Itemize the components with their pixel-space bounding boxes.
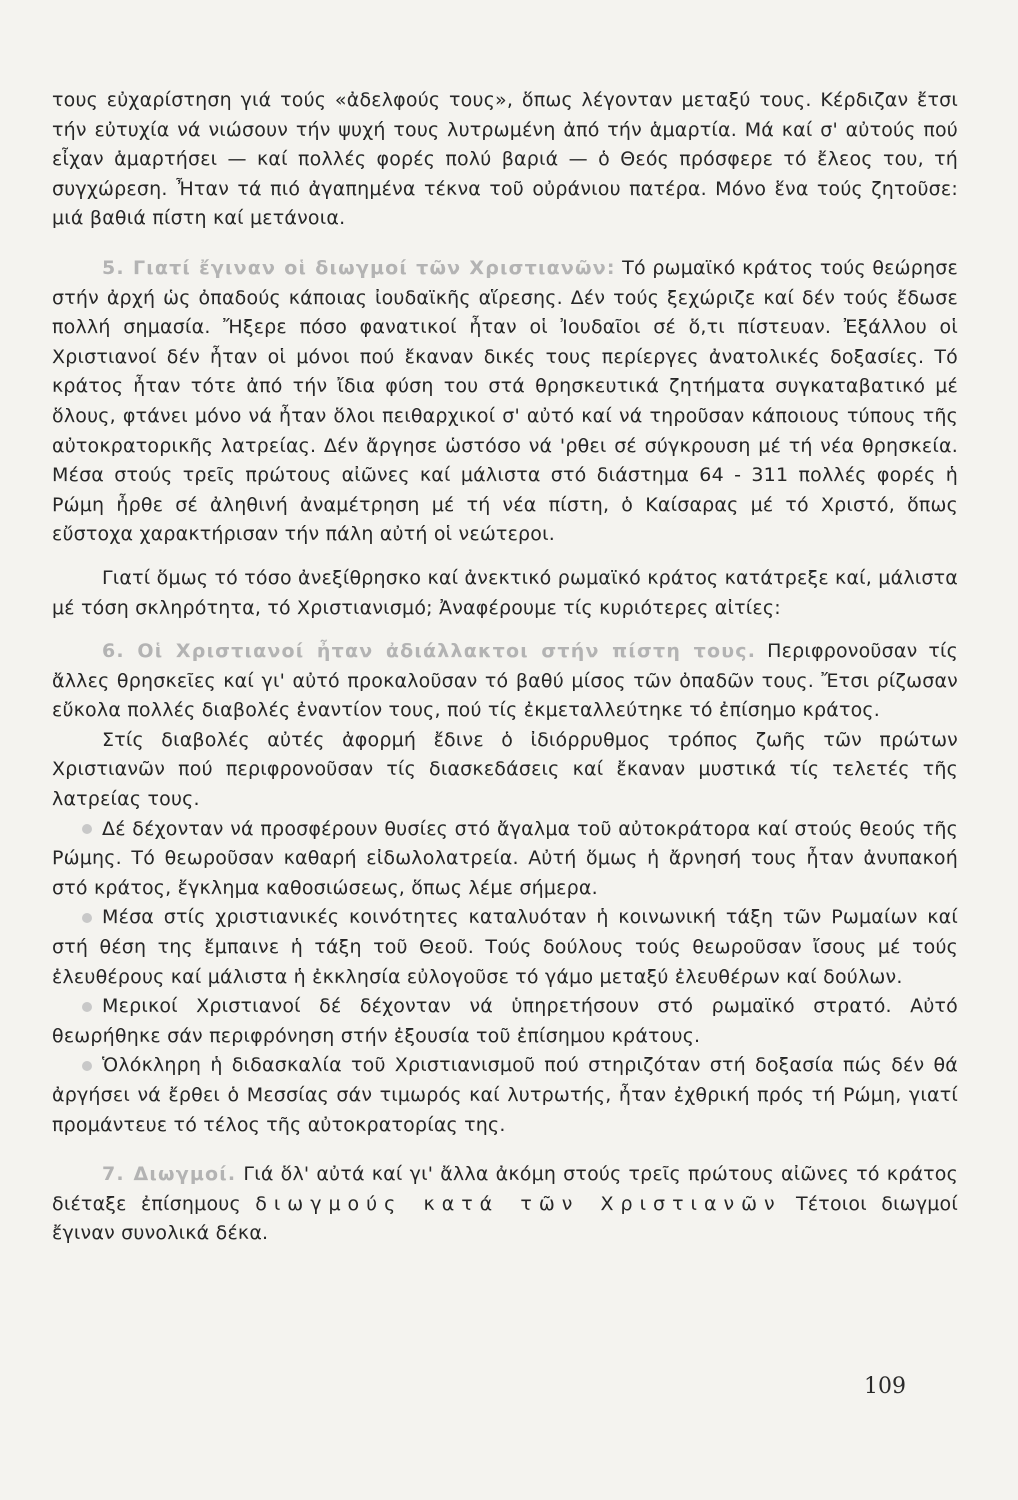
section-6 bbox=[52, 637, 958, 726]
section-7 bbox=[52, 1160, 958, 1249]
bullet-text-2: Μέσα στίς χριστιανικές κοινότητες καταλυόταν ἡ κοινωνική τάξη τῶν Ρωμαίων καί στή θέση της ἔμπαινε ἡ τάξη τοῦ Θεοῦ. Τούς δούλους τούς θεωροῦσαν ἴσους μέ τούς ἐλευθέρους καί μάλιστα ἡ ἐκκλησία εὐλογοῦσε τό γάμο μεταξύ ἐλευθέρων καί δούλων. bbox=[52, 906, 958, 988]
section-7-text-a: Γιά ὅλ' αὐτά καί γι' ἄλλα ἀκόμη στούς τρεῖς πρώτους αἰῶνες τό κράτος διέταξε ἐπίσημους bbox=[52, 1163, 958, 1215]
paragraph-diavoles: Στίς διαβολές αὐτές ἀφορμή ἔδινε ὁ ἰδιόρρυθμος τρόπος ζωῆς τῶν πρώτων Χριστιανῶν πού περιφρονοῦσαν τίς διασκεδάσεις καί ἔκαναν μυστικά τίς τελετές τῆς λατρείας τους. bbox=[52, 728, 958, 811]
page-number: 109 bbox=[864, 1374, 906, 1399]
bullet-item-3 bbox=[52, 992, 958, 1051]
bullet-item-4 bbox=[52, 1051, 958, 1140]
bullet-text-1: Δέ δέχονταν νά προσφέρουν θυσίες στό ἄγαλμα τοῦ αὐτοκράτορα καί στούς θεούς τῆς Ρώμης. Τό θεωροῦσαν καθαρή εἰδωλολατρεία. Αὐτή ὅμως ἡ ἄρνησή τους ἦταν ἀνυπακοή στό κράτος, ἔγκλημα καθοσιώσεως, ὅπως λέμε σήμερα. bbox=[52, 817, 958, 899]
page-text bbox=[52, 86, 958, 1249]
bullet-dot-icon bbox=[82, 1061, 92, 1071]
section-6-heading: 6. Οἱ Χριστιανοί ἦταν ἀδιάλλακτοι στήν πίστη τους. bbox=[102, 640, 757, 663]
section-7-text-b: Τέτοιοι διωγμοί ἔγιναν συνολικά δέκα. bbox=[52, 1192, 958, 1245]
bullet-dot-icon bbox=[82, 824, 92, 834]
section-5-text: Τό ρωμαϊκό κράτος τούς θεώρησε στήν ἀρχή ὡς ὀπαδούς κάποιας ἰουδαϊκῆς αἵρεσης. Δέν τούς ξεχώριζε καί δέν τούς ἔδωσε πολλή σημασία. Ἤξερε πόσο φανατικοί ἦταν οἱ Ἰουδαῖοι σέ ὅ,τι πίστευαν. Ἐξάλλου οἱ Χριστιανοί δέν ἦταν οἱ μόνοι πού ἔκαναν δικές τους περίεργες ἀνατολικές δοξασίες. Τό κράτος ἦταν τότε ἀπό τήν ἴδια φύση του στά θρησκευτικά ζητήματα συγκαταβατικό μέ ὅλους, φτάνει μόνο νά ἦταν ὅλοι πειθαρχικοί σ' αὐτό καί νά τηροῦσαν κάποιους τύπους τῆς αὐτοκρατορικῆς λατρείας. Δέν ἄργησε ὡστόσο νά 'ρθει σέ σύγκρουση μέ τή νέα θρησκεία. Μέσα στούς τρεῖς πρώτους αἰῶνες καί μάλιστα στό διάστημα 64 - 311 πολλές φορές ἡ Ρώμη ἦρθε σέ ἀληθινή ἀναμέτρηση μέ τή νέα πίστη, ὁ Καίσαρας μέ τό Χριστό, ὅπως εὔστοχα χαρακτήρισαν τήν πάλη αὐτή οἱ νεώτεροι. bbox=[52, 256, 958, 546]
section-7-heading: 7. Διωγμοί. bbox=[102, 1163, 237, 1186]
bullet-dot-icon bbox=[82, 1002, 92, 1012]
section-5-heading: 5. Γιατί ἔγιναν οἱ διωγμοί τῶν Χριστιανῶν: bbox=[102, 256, 616, 279]
bullet-dot-icon bbox=[82, 913, 92, 923]
section-6-text: Περιφρονοῦσαν τίς ἄλλες θρησκεῖες καί γι' αὐτό προκαλοῦσαν τό βαθύ μίσος τῶν ὀπαδῶν τους. Ἔτσι ρίζωσαν εὔκολα πολλές διαβολές ἐναντίον τους, πού τίς ἐκμεταλλεύτηκε τό ἐπίσημο κράτος. bbox=[52, 640, 958, 722]
bullet-item-1 bbox=[52, 815, 958, 904]
bullet-item-2 bbox=[52, 903, 958, 992]
bullet-text-4: Ὁλόκληρη ἡ διδασκαλία τοῦ Χριστιανισμοῦ πού στηριζόταν στή δοξασία πώς δέν θά ἀργήσει νά ἔρθει ὁ Μεσσίας σάν τιμωρός καί λυτρωτής, ἦταν ἐχθρική πρός τή Ρώμη, γιατί προμάντευε τό τέλος τῆς αὐτοκρατορίας της. bbox=[52, 1054, 958, 1136]
paragraph-intro: τους εὐχαρίστηση γιά τούς «ἀδελφούς τους», ὅπως λέγονταν μεταξύ τους. Κέρδιζαν ἔτσι τήν εὐτυχία νά νιώσουν τήν ψυχή τους λυτρωμένη ἀπό τήν ἁμαρτία. Μά καί σ' αὐτούς πού εἶχαν ἁμαρτήσει — καί πολλές φορές πολύ βαριά — ὁ Θεός πρόσφερε τό ἔλεος του, τή συγχώρεση. Ἦταν τά πιό ἀγαπημένα τέκνα τοῦ οὐράνιου πατέρα. Μόνο ἕνα τούς ζητοῦσε: μιά βαθιά πίστη καί μετάνοια. bbox=[52, 89, 958, 230]
section-7-spaced-text: διωγμούς κατά τῶν Χριστιανῶν bbox=[255, 1192, 782, 1215]
paragraph-why: Γιατί ὅμως τό τόσο ἀνεξίθρησκο καί ἀνεκτικό ρωμαϊκό κράτος κατάτρεξε καί, μάλιστα μέ τόση σκληρότητα, τό Χριστιανισμό; Ἀναφέρουμε τίς κυριότερες αἰτίες: bbox=[52, 566, 958, 619]
section-5 bbox=[52, 254, 958, 550]
bullet-text-3: Μερικοί Χριστιανοί δέ δέχονταν νά ὑπηρετήσουν στό ρωμαϊκό στρατό. Αὐτό θεωρήθηκε σάν περιφρόνηση στήν ἐξουσία τοῦ ἐπίσημου κράτους. bbox=[52, 995, 958, 1047]
